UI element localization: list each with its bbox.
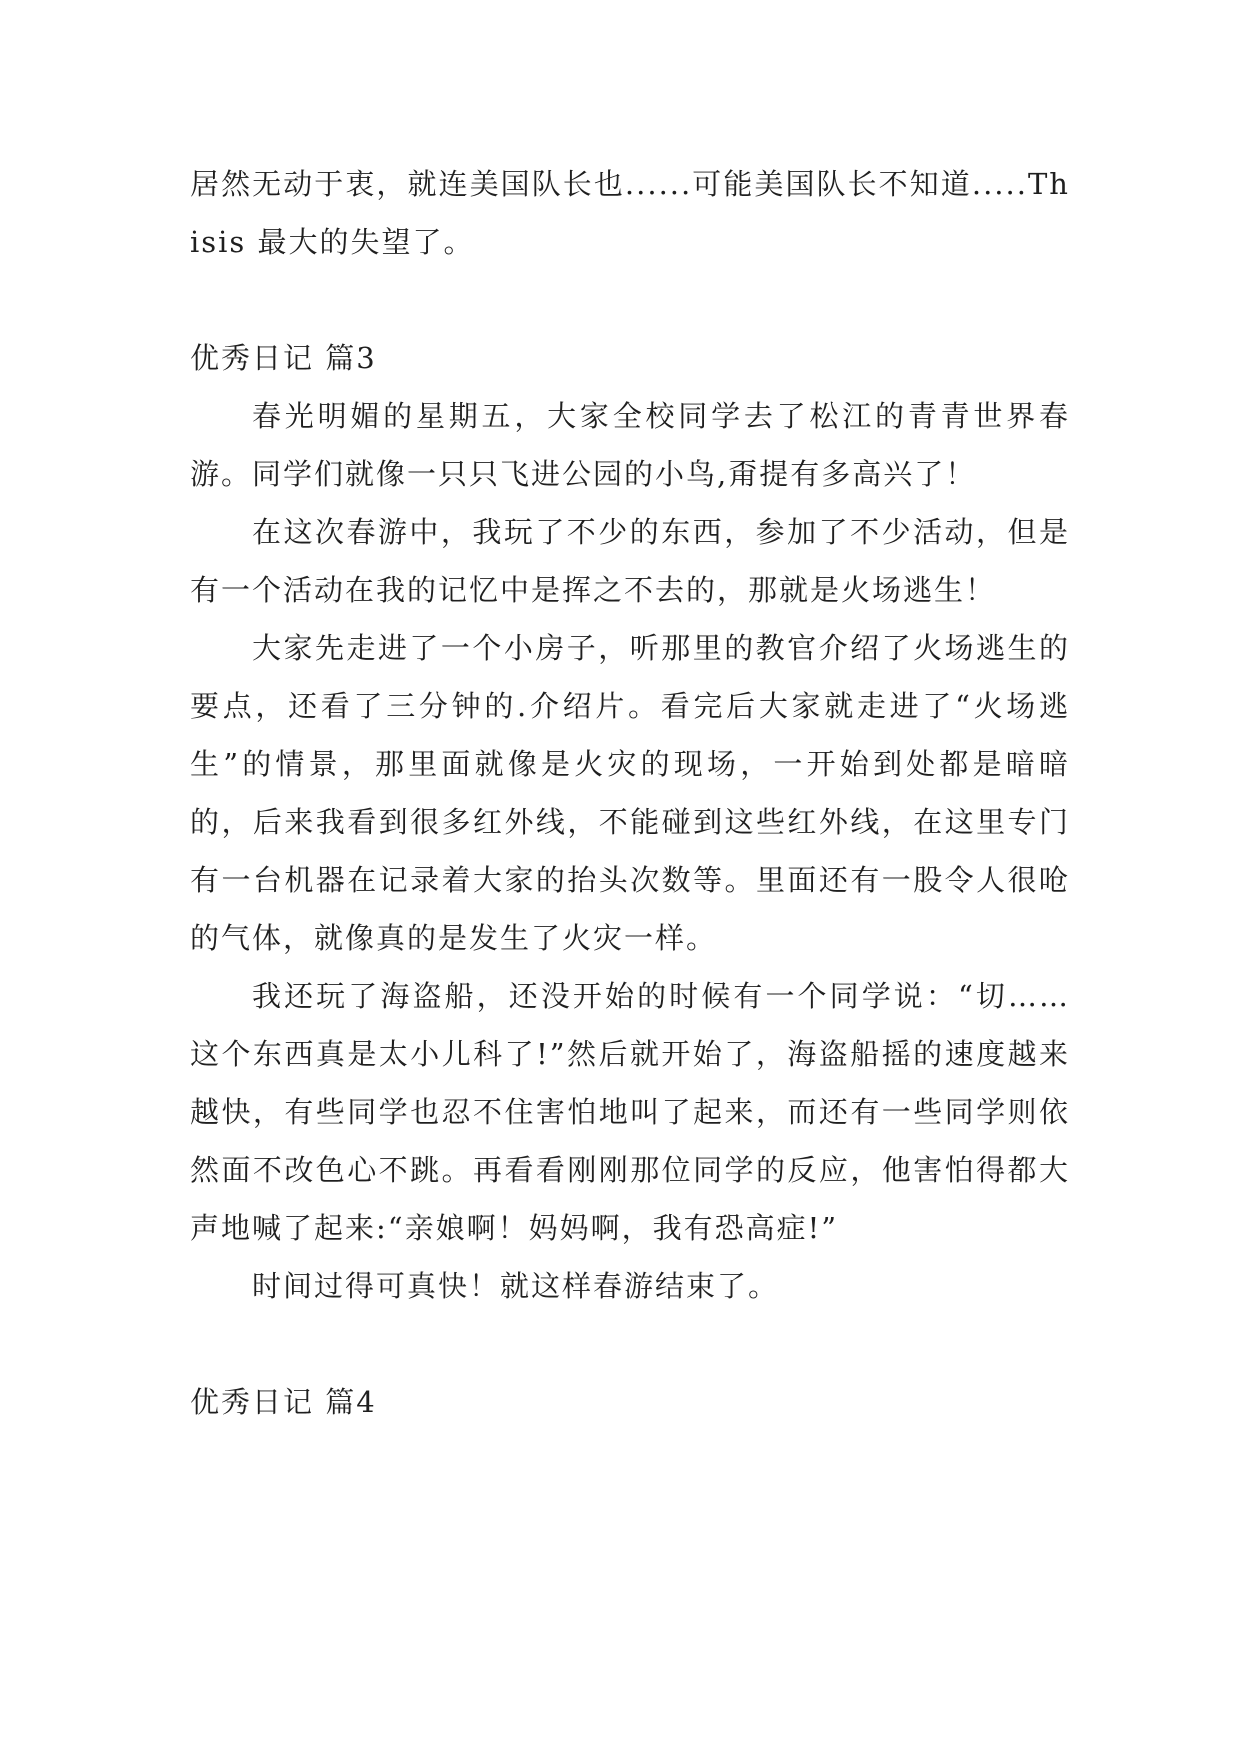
paragraph: 时间过得可真快！就这样春游结束了。 <box>252 1269 780 1303</box>
paragraph: 我还玩了海盗船，还没开始的时候有一个同学说：“切……这个东西真是太小儿科了!”然后就开始了，海盗船摇的速度越来越快，有些同学也忍不住害怕地叫了起来，而还有一些同学则依然面不改色心不跳。再看看刚刚那位同学的反应，他害怕得都大声地喊了起来:“亲娘啊！妈妈啊，我有恐高症!” <box>190 979 1070 1245</box>
section-heading-3: 优秀日记 篇3 <box>190 341 377 375</box>
section-spacer <box>190 271 1070 329</box>
document-body <box>190 155 1070 1431</box>
section-spacer <box>190 1315 1070 1373</box>
paragraph: 大家先走进了一个小房子，听那里的教官介绍了火场逃生的要点，还看了三分钟的.介绍片。看完后大家就走进了“火场逃生”的情景，那里面就像是火灾的现场，一开始到处都是暗暗的，后来我看到很多红外线，不能碰到这些红外线，在这里专门有一台机器在记录着大家的抬头次数等。里面还有一股令人很呛的气体，就像真的是发生了火灾一样。 <box>190 631 1070 955</box>
section-heading-4: 优秀日记 篇4 <box>190 1385 377 1419</box>
paragraph-continued: 居然无动于衷，就连美国队长也......可能美国队长不知道.....Thisis 最大的失望了。 <box>190 167 1070 259</box>
paragraph: 在这次春游中，我玩了不少的东西，参加了不少活动，但是有一个活动在我的记忆中是挥之不去的，那就是火场逃生！ <box>190 515 1070 607</box>
paragraph: 春光明媚的星期五，大家全校同学去了松江的青青世界春游。同学们就像一只只飞进公园的小鸟,甭提有多高兴了！ <box>190 399 1070 491</box>
